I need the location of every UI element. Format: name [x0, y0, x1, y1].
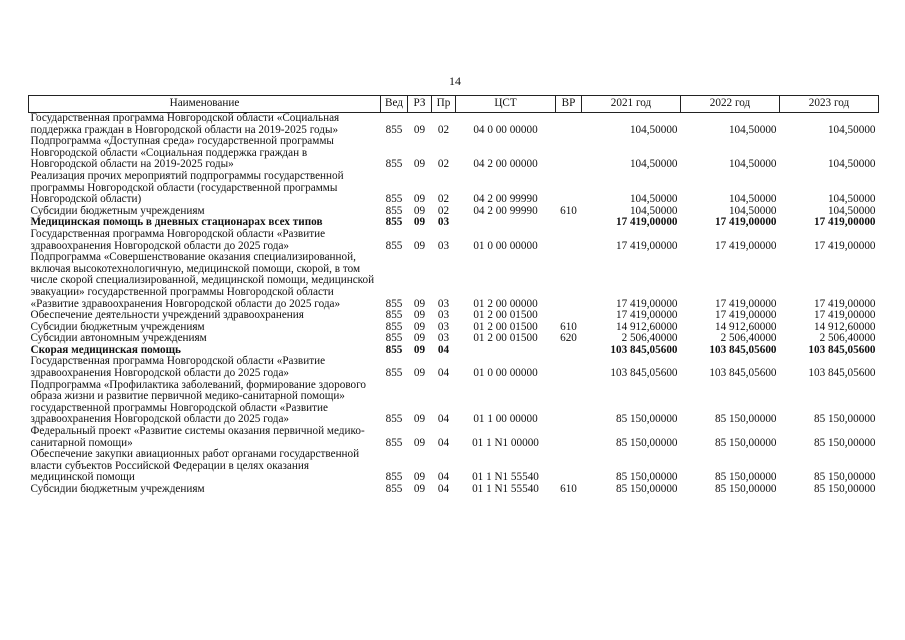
column-header-rz: РЗ [408, 96, 432, 113]
cell-2021: 14 912,60000 [615, 320, 678, 333]
cell-name: Обеспечение закупки авиационных работ органами государственной власти субъектов Российской Федерации в целях оказания медицинской помощи [30, 448, 360, 484]
cell-2023: 104,50000 [827, 123, 876, 136]
cell-rz: 09 [413, 413, 426, 426]
cell-ved: 855 [385, 216, 403, 229]
cell-ved: 855 [385, 239, 403, 252]
cell-ved: 855 [385, 204, 403, 217]
table-row [29, 229, 879, 252]
cell-2021: 104,50000 [629, 204, 678, 217]
column-header-cst: ЦСТ [456, 96, 556, 113]
cell-cst: 01 2 00 00000 [473, 297, 538, 310]
cell-cst: 01 0 00 00000 [473, 239, 538, 252]
cell-ved: 855 [385, 483, 403, 495]
cell-ved: 855 [385, 332, 403, 345]
cell-pr: 04 [437, 343, 450, 356]
cell-ved: 855 [385, 158, 403, 171]
cell-rz: 09 [413, 123, 426, 136]
cell-ved: 855 [385, 367, 403, 380]
cell-2022: 85 150,00000 [714, 471, 777, 484]
cell-rz: 09 [413, 343, 426, 356]
cell-2022: 103 845,05600 [709, 343, 777, 356]
cell-2021: 85 150,00000 [615, 436, 678, 449]
cell-2021: 103 845,05600 [610, 367, 678, 380]
cell-pr: 04 [437, 367, 450, 380]
cell-vr [556, 426, 582, 449]
cell-2023: 85 150,00000 [813, 413, 876, 426]
cell-2021: 85 150,00000 [615, 471, 678, 484]
cell-vr [556, 217, 582, 229]
column-header-2021: 2021 год [582, 96, 681, 113]
table-row [29, 136, 879, 171]
cell-2021: 17 419,00000 [615, 297, 678, 310]
cell-ved: 855 [385, 193, 403, 206]
cell-cst [456, 217, 556, 229]
cell-2023: 14 912,60000 [813, 320, 876, 333]
cell-2023: 17 419,00000 [813, 297, 876, 310]
cell-cst: 04 0 00 00000 [473, 123, 538, 136]
cell-vr [556, 252, 582, 310]
cell-2022: 104,50000 [728, 158, 777, 171]
column-header-name: Наименование [29, 96, 381, 113]
cell-name: Подпрограмма «Профилактика заболеваний, формирование здорового образа жизни и развитие первичной медико-санитарной помощи» государственной программы Новгородской области «Развитие здравоохранения Новгородской области до 2025 года» [30, 378, 367, 426]
cell-cst: 04 2 00 99990 [473, 204, 538, 217]
cell-cst: 01 2 00 01500 [473, 309, 538, 322]
cell-2022: 17 419,00000 [714, 297, 777, 310]
cell-2023: 17 419,00000 [813, 216, 876, 229]
cell-2021: 104,50000 [629, 123, 678, 136]
cell-name: Государственная программа Новгородской области «Развитие здравоохранения Новгородской области до 2025 года» [30, 227, 326, 252]
cell-pr: 04 [437, 436, 450, 449]
cell-vr: 620 [560, 332, 577, 345]
cell-vr [556, 171, 582, 206]
cell-2021: 17 419,00000 [615, 309, 678, 322]
page-number: 14 [449, 74, 461, 88]
cell-2023: 103 845,05600 [808, 367, 876, 380]
cell-cst: 01 0 00 00000 [473, 367, 538, 380]
cell-cst: 01 1 00 00000 [473, 413, 538, 426]
cell-name: Медицинская помощь в дневных стационарах всех типов [30, 216, 323, 229]
cell-2022: 17 419,00000 [714, 239, 777, 252]
cell-rz: 09 [413, 193, 426, 206]
cell-ved: 855 [385, 343, 403, 356]
cell-ved: 855 [385, 297, 403, 310]
table-row [29, 171, 879, 206]
cell-ved: 855 [385, 123, 403, 136]
cell-name: Субсидии бюджетным учреждениям [30, 204, 205, 217]
cell-vr: 610 [560, 204, 577, 217]
column-header-pr: Пр [432, 96, 456, 113]
cell-pr: 03 [437, 297, 450, 310]
cell-name: Подпрограмма «Доступная среда» государственной программы Новгородской области «Социальная поддержка граждан в Новгородской области на 2019-2025 годы» [30, 135, 334, 171]
cell-vr: 610 [560, 483, 577, 495]
column-header-ved: Вед [381, 96, 408, 113]
cell-2022: 85 150,00000 [714, 413, 777, 426]
cell-rz: 09 [413, 158, 426, 171]
table-row [29, 449, 879, 484]
cell-2023: 17 419,00000 [813, 309, 876, 322]
cell-pr: 03 [437, 332, 450, 345]
cell-rz: 09 [413, 204, 426, 217]
cell-pr: 04 [437, 471, 450, 484]
cell-pr: 04 [437, 483, 450, 495]
cell-ved: 855 [385, 436, 403, 449]
cell-vr [556, 229, 582, 252]
cell-name: Подпрограмма «Совершенствование оказания специализированной, включая высокотехнологичную, медицинской помощи, скорой, в том числе скорой специализированной, медицинской помощи, медицинской эвакуации» государственной программы Новгородской области «Развитие здравоохранения Новгородской области до 2025 года» [30, 251, 375, 310]
cell-rz: 09 [413, 239, 426, 252]
cell-vr [556, 113, 582, 137]
column-header-2022: 2022 год [681, 96, 780, 113]
cell-rz: 09 [413, 309, 426, 322]
cell-ved: 855 [385, 471, 403, 484]
cell-rz: 09 [413, 367, 426, 380]
cell-cst: 01 1 N1 55540 [472, 471, 539, 484]
table-row [29, 484, 879, 496]
cell-2021: 103 845,05600 [610, 343, 678, 356]
cell-2023: 104,50000 [827, 158, 876, 171]
cell-vr [556, 345, 582, 357]
cell-cst: 01 1 N1 00000 [472, 436, 539, 449]
table-row [29, 310, 879, 322]
cell-2022: 85 150,00000 [714, 483, 777, 495]
cell-name: Реализация прочих мероприятий подпрограммы государственной программы Новгородской области (государственной программы Новгородской области) [30, 169, 344, 206]
cell-cst: 04 2 00 00000 [473, 158, 538, 171]
cell-rz: 09 [413, 320, 426, 333]
column-header-2023: 2023 год [780, 96, 879, 113]
cell-vr [556, 380, 582, 426]
cell-vr [556, 310, 582, 322]
cell-name: Субсидии бюджетным учреждениям [30, 483, 205, 495]
cell-2022: 104,50000 [728, 193, 777, 206]
cell-rz: 09 [413, 483, 426, 495]
table-row [29, 380, 879, 426]
cell-2021: 104,50000 [629, 193, 678, 206]
cell-vr [556, 356, 582, 379]
cell-2023: 104,50000 [827, 193, 876, 206]
cell-2023: 17 419,00000 [813, 239, 876, 252]
cell-pr: 03 [437, 239, 450, 252]
cell-vr: 610 [560, 320, 577, 333]
cell-rz: 09 [413, 297, 426, 310]
cell-rz: 09 [413, 332, 426, 345]
cell-2023: 2 506,40000 [819, 332, 876, 345]
cell-2023: 85 150,00000 [813, 483, 876, 495]
cell-2022: 17 419,00000 [714, 216, 777, 229]
cell-2021: 85 150,00000 [615, 483, 678, 495]
cell-vr [556, 449, 582, 484]
cell-pr: 03 [437, 216, 450, 229]
cell-ved: 855 [385, 320, 403, 333]
cell-rz: 09 [413, 471, 426, 484]
cell-name: Обеспечение деятельности учреждений здравоохранения [30, 309, 304, 322]
cell-2022: 103 845,05600 [709, 367, 777, 380]
cell-pr: 02 [437, 158, 450, 171]
cell-pr: 04 [437, 413, 450, 426]
table-row [29, 113, 879, 137]
cell-2022: 104,50000 [728, 123, 777, 136]
cell-pr: 02 [437, 204, 450, 217]
cell-cst [456, 345, 556, 357]
cell-rz: 09 [413, 436, 426, 449]
cell-2021: 2 506,40000 [621, 332, 678, 345]
cell-vr [556, 136, 582, 171]
table-row [29, 356, 879, 379]
cell-pr: 02 [437, 193, 450, 206]
cell-pr: 03 [437, 320, 450, 333]
cell-2021: 17 419,00000 [615, 239, 678, 252]
cell-cst: 01 2 00 01500 [473, 320, 538, 333]
cell-ved: 855 [385, 309, 403, 322]
cell-2023: 103 845,05600 [808, 343, 876, 356]
cell-name: Государственная программа Новгородской области «Социальная поддержка граждан в Новгородской области на 2019-2025 годы» [30, 112, 340, 136]
cell-cst: 04 2 00 99990 [473, 193, 538, 206]
table-row [29, 252, 879, 310]
table-header-row [29, 96, 879, 113]
table-body [29, 113, 879, 496]
cell-cst: 01 2 00 01500 [473, 332, 538, 345]
table-row [29, 426, 879, 449]
cell-name: Субсидии автономным учреждениям [30, 332, 207, 345]
cell-name: Субсидии бюджетным учреждениям [30, 320, 205, 333]
cell-2023: 85 150,00000 [813, 471, 876, 484]
cell-pr: 03 [437, 309, 450, 322]
cell-pr: 02 [437, 123, 450, 136]
cell-2023: 85 150,00000 [813, 436, 876, 449]
cell-rz: 09 [413, 216, 426, 229]
cell-2022: 85 150,00000 [714, 436, 777, 449]
cell-name: Федеральный проект «Развитие системы оказания первичной медико-санитарной помощи» [30, 425, 365, 449]
cell-2021: 85 150,00000 [615, 413, 678, 426]
cell-ved: 855 [385, 413, 403, 426]
cell-name: Государственная программа Новгородской области «Развитие здравоохранения Новгородской области до 2025 года» [30, 355, 326, 380]
cell-2021: 104,50000 [629, 158, 678, 171]
cell-cst: 01 1 N1 55540 [472, 483, 539, 495]
column-header-vr: ВР [556, 96, 582, 113]
cell-2022: 2 506,40000 [720, 332, 777, 345]
cell-2022: 17 419,00000 [714, 309, 777, 322]
cell-2021: 17 419,00000 [615, 216, 678, 229]
cell-name: Скорая медицинская помощь [30, 343, 181, 356]
budget-table [28, 95, 879, 496]
cell-2022: 14 912,60000 [714, 320, 777, 333]
cell-2023: 104,50000 [827, 204, 876, 217]
cell-2022: 104,50000 [728, 204, 777, 217]
